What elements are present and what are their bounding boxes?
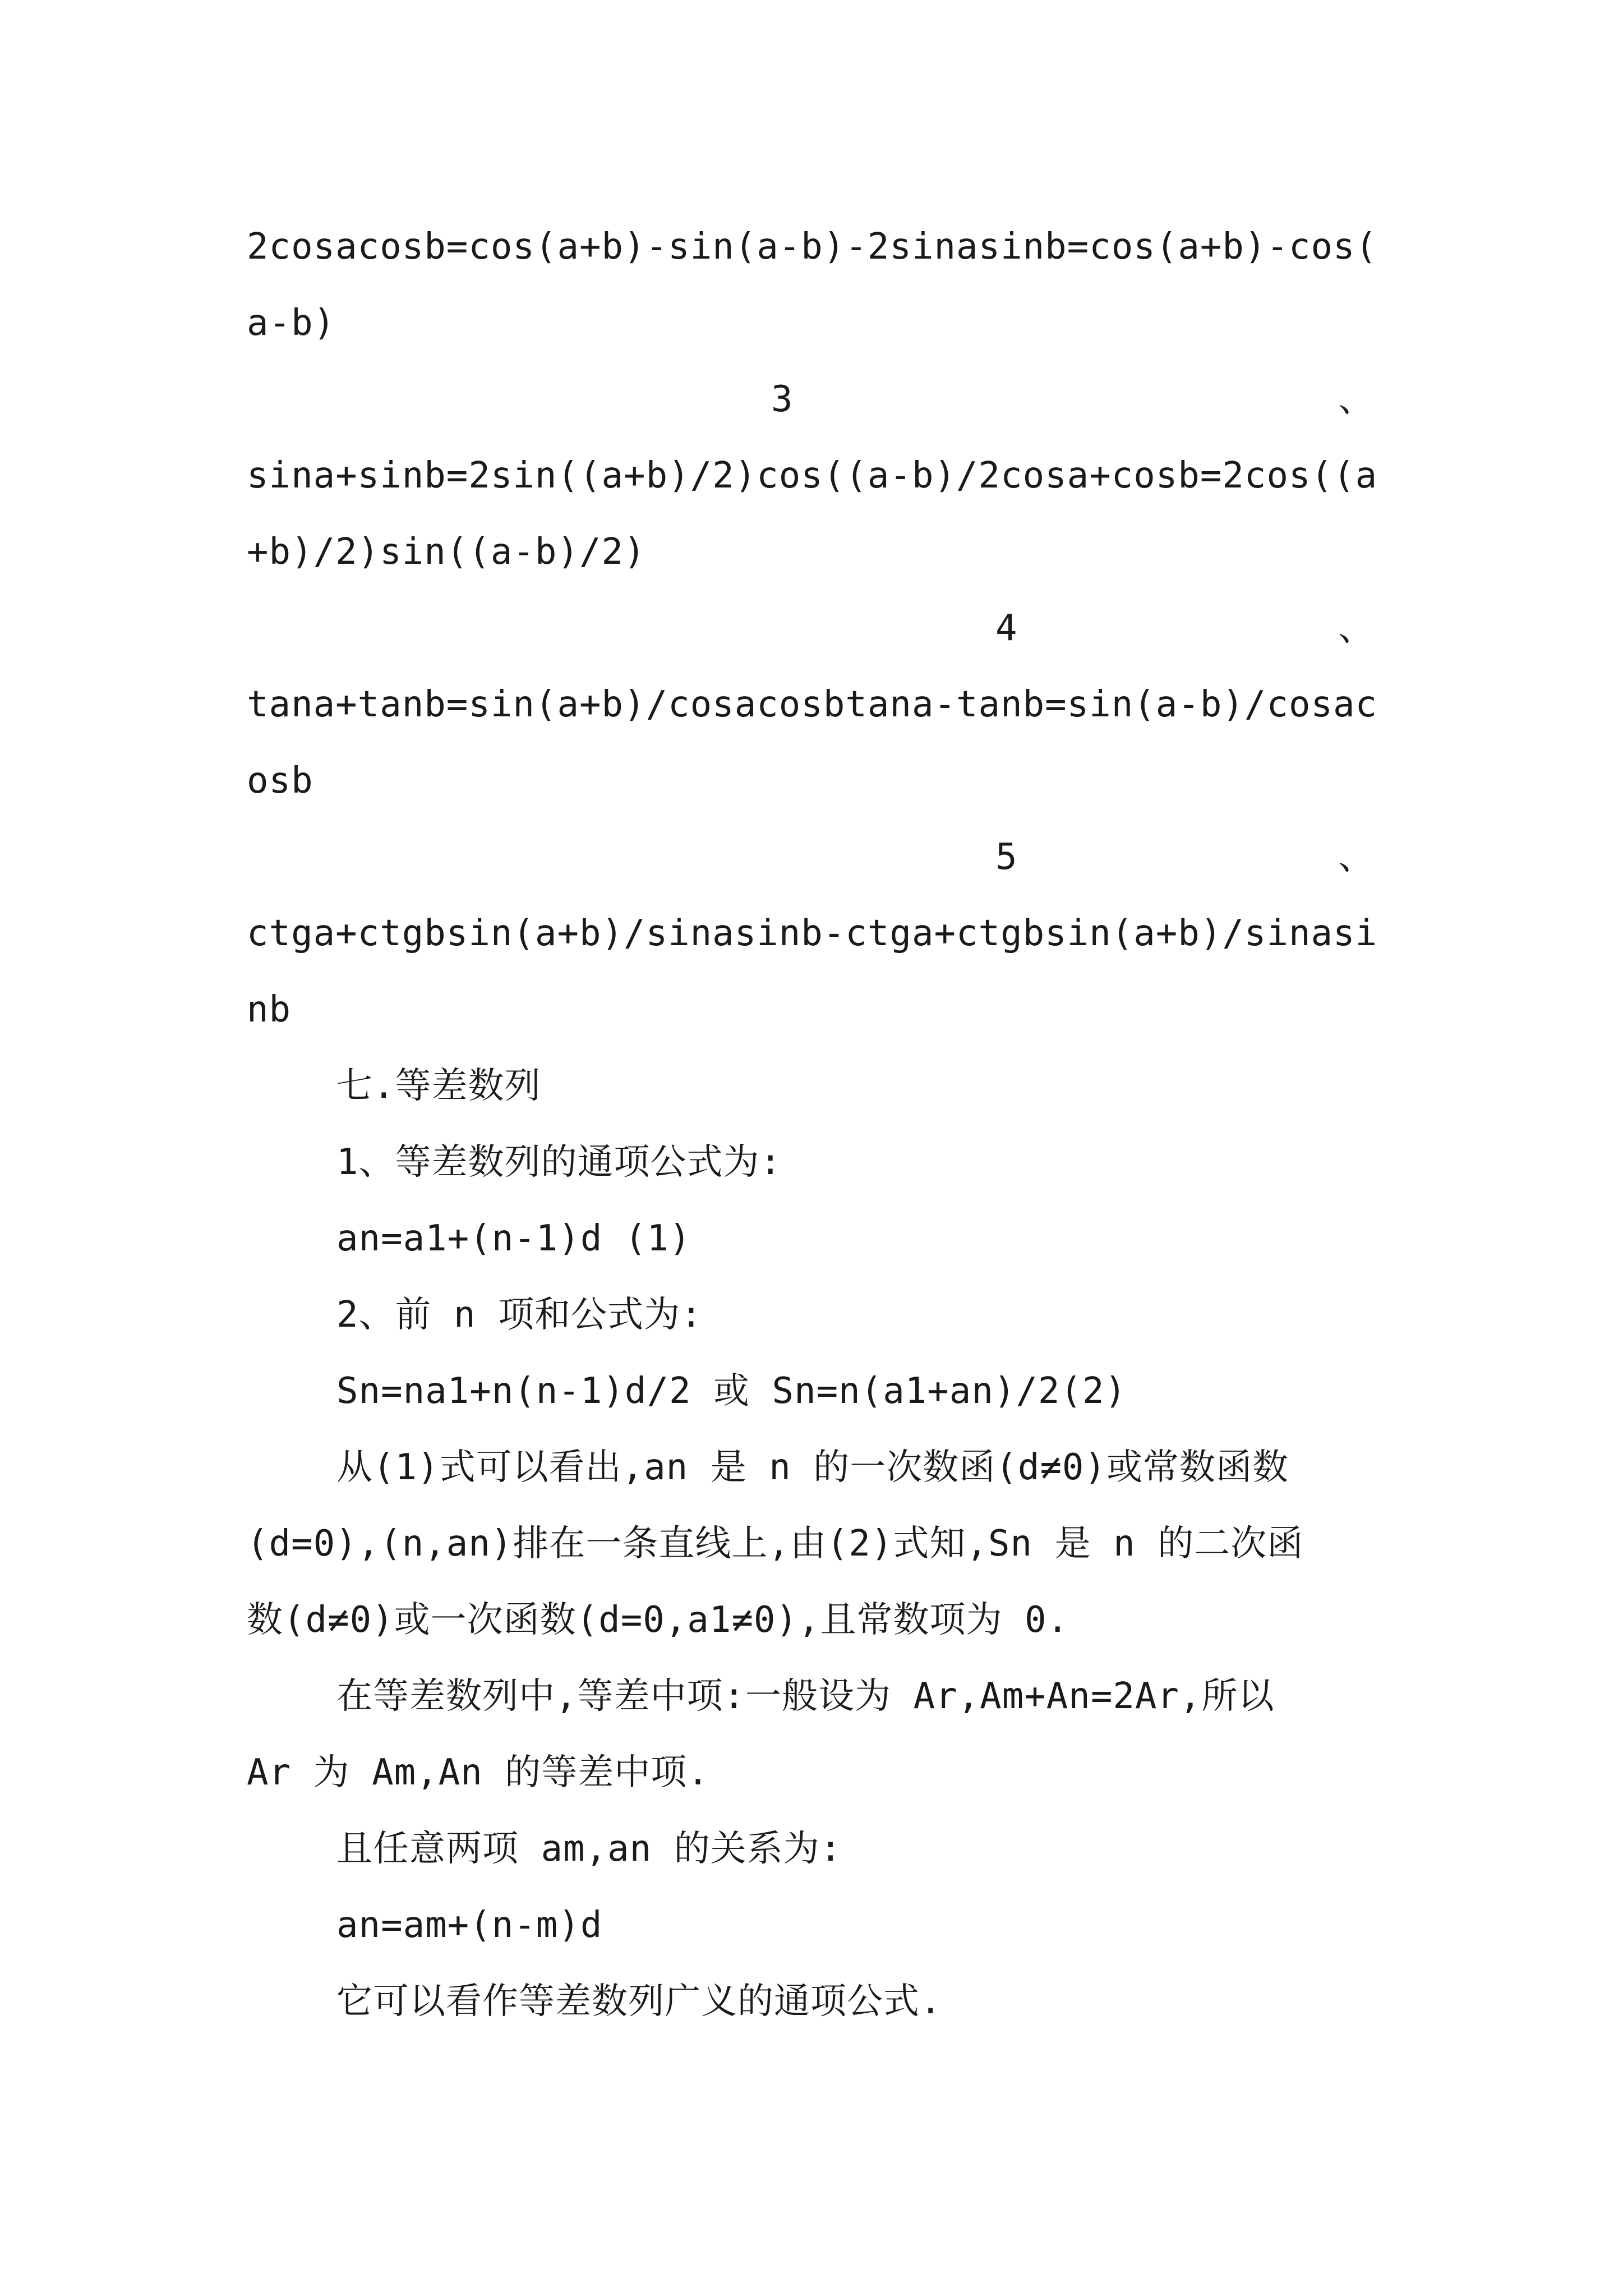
- item-number-5: 5: [995, 836, 1017, 878]
- formula-line-7: ctga+ctgbsin(a+b)/sinasinb-ctga+ctgbsin(a+b)/sinasi: [247, 913, 1378, 954]
- formula-general-term: an=a1+(n-1)d (1): [336, 1218, 691, 1259]
- paragraph-sum-formula: 2、前 n 项和公式为:: [336, 1294, 703, 1336]
- paragraph-explanation-line-2: (d=0),(n,an)排在一条直线上,由(2)式知,Sn 是 n 的二次函: [247, 1523, 1304, 1565]
- formula-line-5: tana+tanb=sin(a+b)/cosacosbtana-tanb=sin(a-b)/cosac: [247, 684, 1378, 725]
- enumeration-mark-3: 、: [1338, 379, 1374, 420]
- item-number-4: 4: [995, 608, 1017, 649]
- formula-line-4: +b)/2)sin((a-b)/2): [247, 531, 646, 573]
- formula-line-2: a-b): [247, 302, 336, 344]
- paragraph-general-term: 1、等差数列的通项公式为:: [336, 1142, 782, 1183]
- formula-relation: an=am+(n-m)d: [336, 1904, 603, 1946]
- formula-line-1: 2cosacosb=cos(a+b)-sin(a-b)-2sinasinb=cos(a+b)-cos(: [247, 226, 1378, 268]
- paragraph-middle-term-line-1: 在等差数列中,等差中项:一般设为 Ar,Am+An=2Ar,所以: [336, 1676, 1275, 1717]
- formula-line-8: nb: [247, 989, 292, 1030]
- paragraph-explanation-line-3: 数(d≠0)或一次函数(d=0,a1≠0),且常数项为 0.: [247, 1599, 1069, 1641]
- paragraph-explanation-line-1: 从(1)式可以看出,an 是 n 的一次数函(d≠0)或常数函数: [336, 1447, 1289, 1488]
- formula-line-3: sina+sinb=2sin((a+b)/2)cos((a-b)/2cosa+cosb=2cos((a: [247, 455, 1378, 496]
- paragraph-conclusion: 它可以看作等差数列广义的通项公式.: [336, 1981, 942, 2022]
- paragraph-middle-term-line-2: Ar 为 Am,An 的等差中项.: [247, 1752, 709, 1793]
- section-heading: 七.等差数列: [336, 1065, 541, 1107]
- formula-sum: Sn=na1+n(n-1)d/2 或 Sn=n(a1+an)/2(2): [336, 1370, 1127, 1412]
- item-number-3: 3: [771, 379, 793, 420]
- paragraph-relation: 且任意两项 am,an 的关系为:: [336, 1828, 842, 1870]
- enumeration-mark-4: 、: [1338, 608, 1374, 649]
- formula-line-6: osb: [247, 760, 313, 802]
- enumeration-mark-5: 、: [1338, 836, 1374, 878]
